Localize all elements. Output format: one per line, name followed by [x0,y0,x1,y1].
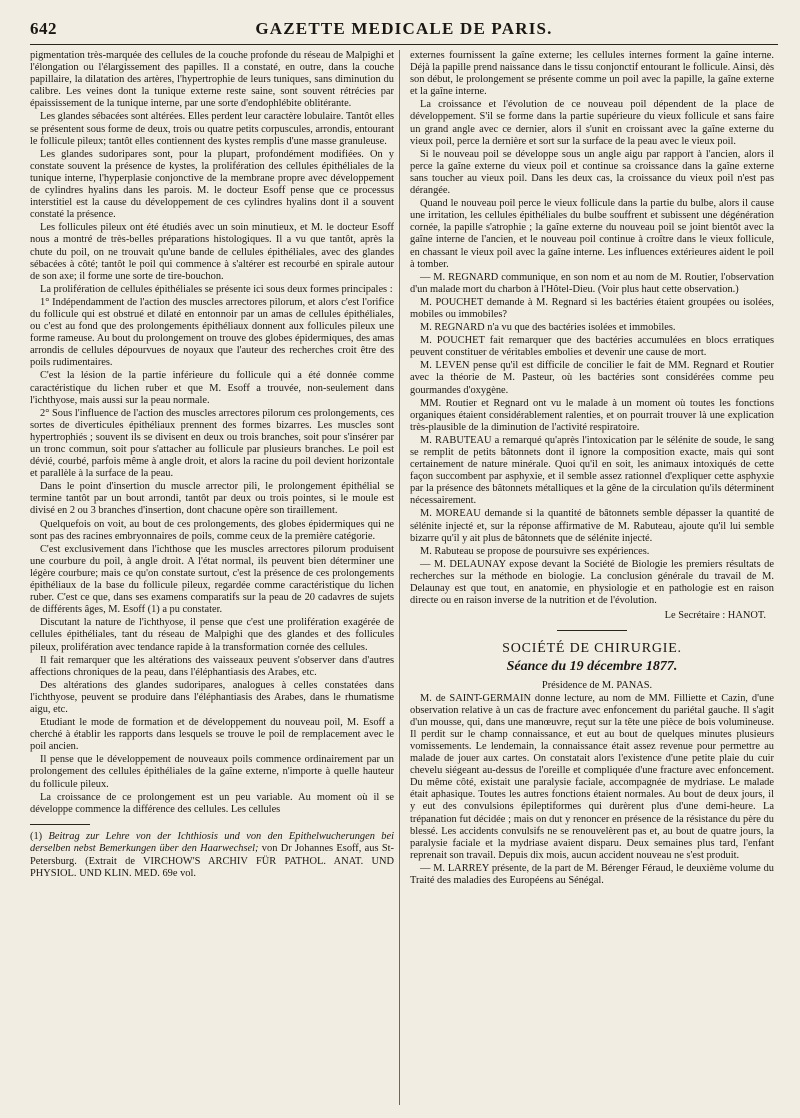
footnote-rule [30,824,90,825]
page-number: 642 [30,19,57,38]
paragraph: 1° Indépendamment de l'action des muscles arrectores pilorum, et alors c'est l'orifice du follicule qui est obstrué et dilaté en entonnoir par un amas de cellules épithéliales, ou c'est au fond que des prolongements épithéliaux donnent aux follicules pileux une forme rameuse. Au bout du prolongement on trouve des globes épidermiques, des amas arrondis de cellules dépourvues de noyaux que l'auteur des recherches croit être des poils rudimentaires. [30,296,394,369]
paragraph: Il pense que le développement de nouveaux poils commence ordinairement par un prolongement des cellules épithéliales de la gaîne externe, n'importe à quelle hauteur du follicule pileux. [30,754,394,790]
paragraph: Des altérations des glandes sudoripares, analogues à celles constatées dans l'ichthyose, peuvent se produire dans l'éléphantiasis des Arabes, dans le rhumatisme aigu, etc. [30,679,394,715]
paragraph: externes fournissent la gaîne externe; les cellules internes forment la gaîne interne. Déjà la papille prend naissance dans le tissu conjonctif entourant le follicule. Ainsi, dès son début, le prolongement se présente comme un poil avec la papille, la gaîne externe et la gaîne interne. [410,50,774,98]
paragraph: M. RABUTEAU a remarqué qu'après l'intoxication par le sélénite de soude, le sang se remplit de petits bâtonnets dont il ignore la composition exacte, mais qui sont certainement de nature minérale. Quoi qu'il en soit, les animaux intoxiqués de cette façon succombent par asphyxie, et il semble assez rationnel d'expliquer cette asphyxie par la présence des bâtonnets métalliques et la gêne de la circulation qu'ils déterminent nécessairement. [410,434,774,507]
paragraph: M. POUCHET demande à M. Regnard si les bactéries étaient groupées ou isolées, mobiles ou immobiles? [410,296,774,320]
paragraph: M. LEVEN pense qu'il est difficile de concilier le fait de MM. Regnard et Routier avec la théorie de M. Pasteur, où les bactéries sont considérées comme peu gourmandes d'oxygène. [410,360,774,396]
header-rule [30,44,778,45]
paragraph: — M. LARREY présente, de la part de M. Bérenger Féraud, le deuxième volume du Traité des maladies des Européens au Sénégal. [410,862,774,886]
footnote-marker: (1) [30,830,43,842]
paragraph: Les glandes sudoripares sont, pour la plupart, profondément modifiées. On y constate souvent la présence de kystes, la prolifération des cellules épithéliales de la tunique interne, l'hyperplasie conjonctive de la membrane propre avec développement de cylindres hyalins dans les parois. M. le docteur Esoff pense que ce processus interstitiel est la cause du développement de ces cylindres hyalins dont il a souvent constaté la présence. [30,148,394,221]
paragraph: M. MOREAU demande si la quantité de bâtonnets semble dépasser la quantité de sélénite injecté et, sur la réponse affirmative de M. Rabuteau, ajoute qu'il lui semble bizarre qu'il y ait plus de bâtonnets que de sélénite injecté. [410,508,774,544]
footnote-title: Beitrag zur Lehre von der Ichthiosis und von den Epithelwucherungen bei derselben nebst Bemerkungen über den Haarwechsel; [30,830,394,855]
running-title: GAZETTE MEDICALE DE PARIS. [255,19,553,38]
paragraph: C'est exclusivement dans l'ichthose que les muscles arrectores pilorum produisent une courbure du poil, à angle droit. A l'état normal, ils peuvent bien déterminer une légère courbure; mais ce qu'on constate surtout, c'est la présence de ces prolongements épithéliaux de la base du follicule pileux, regardée comme caractéristique du lichen ruber. C'est ce que, dans ses examens comparatifs sur la peau de 20 cadavres de sujets de différents âges, M. Esoff (1) a pu constater. [30,543,394,616]
paragraph: Discutant la nature de l'ichthyose, il pense que c'est une prolifération exagérée de cellules épithéliales, tant du réseau de Malpighi que des glandes et des follicules pileux, prolifération avec tendance rapide à la transformation cornée des cellules. [30,617,394,653]
paragraph: M. POUCHET fait remarquer que des bactéries accumulées en blocs erratiques peuvent constituer de véritables embolies et devenir une cause de mort. [410,335,774,359]
paragraph: Etudiant le mode de formation et de développement du nouveau poil, M. Esoff a cherché à établir les rapports dans lesquels se trouve le poil de remplacement avec le poil ancien. [30,717,394,753]
paragraph: M. REGNARD n'a vu que des bactéries isolées et immobiles. [420,322,676,334]
section-title: SOCIÉTÉ DE CHIRURGIE. [502,641,682,657]
column-divider [399,50,400,1105]
paragraph: La prolifération de cellules épithéliales se présente ici sous deux formes principales : [40,283,393,295]
right-column [410,50,774,1108]
paragraph: M. Rabuteau se propose de poursuivre ses expériences. [420,545,650,557]
paragraph: — M. DELAUNAY expose devant la Société de Biologie les premiers résultats de recherches sur la méthode en biologie. La conclusion générale du travail de M. Delaunay est que tout, en anatomie, en physiologie et en pathologie est en raison directe ou en raison inverse de la nutrition et de l'évolution. [410,558,774,607]
paragraph: M. de SAINT-GERMAIN donne lecture, au nom de MM. Filliette et Cazin, d'une observation relative à un cas de fracture avec enfoncement du pariétal gauche. Il s'agit d'un mousse, qui, dans une manœuvre, reçut sur la tête une pièce de bois volumineuse. Il perdit sur le champ connaissance, et eut au bout de quelques minutes plusieurs vomissements. Le lendemain, la connaissance était assez revenue pour permettre au malade de jouer aux cartes. On constatait alors l'existence d'une petite plaie du cuir chevelu siégeant au-dessus de l'oreille et compliquée d'une fracture avec enfoncement. Du même côté, existait une paralysie faciale, accompagnée de mydriase. Le malade était aphasique. Toutes les autres fonctions étaient normales. Au bout de deux jours, il y eut des convulsions épileptiformes qui durèrent plus d'une demi-heure. La trépanation fut décidée ; mais on dut y renoncer en présence de la résistance du père du blessé. Les accidents convulsifs ne se renouvelèrent pas et, au bout de quatre jours, la paralysie faciale et la mydriase avaient disparu. Deux semaines plus tard, l'enfant reprenait son travail. Depuis dix mois, aucun accident nouveau ne s'est produit. [410,692,774,861]
paragraph: Quand le nouveau poil perce le vieux follicule dans la partie du bulbe, alors il cause une irritation, les cellules épithéliales du bulbe souffrent et subissent une dégénération cornée, la papille s'atrophie ; la gaîne externe du nouveau poil se joint bientôt avec la gaîne interne de l'ancien, et le nouveau poil continue à croître dans le vieux follicule, en chassant le vieux poil avec la gaîne interne. Les influences extérieures aident le poil à tomber. [410,198,774,270]
paragraph: La croissance et l'évolution de ce nouveau poil dépendent de la place de développement. S'il se forme dans la partie supérieure du vieux follicule et sans faire un grand angle avec ce dernier, alors il s'unit en croissant avec la gaîne externe du vieux poil, perce la dernière et sort sur la surface de la peau avec le vieux poil. [410,99,774,147]
paragraph: Les follicules pileux ont été étudiés avec un soin minutieux, et M. le docteur Esoff nous a montré de très-belles préparations histologiques. Il a vu que tantôt, après la chute du poil, on ne trouvait qu'une bande de cellules épithéliales, avec des glandes sébacées à côté; tantôt le poil qui commence à s'altérer est recourbé en spirale autour de son axe; il forme une sorte de tire-bouchon. [30,222,394,282]
paragraph: C'est la lésion de la partie inférieure du follicule qui a été donnée comme caractéristique du lichen ruber et que M. Esoff a trouvée, non-seulement dans l'ichthyose, mais aussi sur la peau normale. [30,370,394,406]
paragraph: pigmentation très-marquée des cellules de la couche profonde du réseau de Malpighi et l'élongation ou l'élargissement des papilles. Il a constaté, en outre, dans la couche papillaire, la dilatation des artères, l'hypertrophie de leurs tuniques, sans diminution du calibre. Les veines dont la tunique externe reste saine, sont souvent rétrécies par épaississement de la tunique interne, par une sorte d'endophlébite oblitérante. [30,50,394,110]
page-header [30,16,778,42]
paragraph: Dans le point d'insertion du muscle arrector pili, le prolongement épithélial se termine tantôt par un bout arrondi, tantôt par deux ou trois pointes, si le moule est divisé en 2 ou 3 branches d'insertion, dont chacune opère son tiraillement. [30,481,394,517]
presidence-line: Présidence de M. PANAS. [541,679,653,691]
paragraph: — M. REGNARD communique, en son nom et au nom de M. Routier, l'observation d'un malade mort du charbon à l'Hôtel-Dieu. (Voir plus haut cette observation.) [410,271,774,295]
paragraph: Quelquefois on voit, au bout de ces prolongements, des globes épidermiques qui ne sont pas des racines embryonnaires de poils, comme ceux de la première catégorie. [30,518,394,542]
footnote-text: von Dr Johannes Esoff, aus St-Petersburg. (Extrait de VIRCHOW'S ARCHIV FÜR PATHOL. ANAT. UND PHYSIOL. UND KLIN. MED. 69e vol. [30,843,394,880]
seance-title: Séance du 19 décembre 1877. [506,659,678,675]
paragraph: MM. Routier et Regnard ont vu le malade à un moment où toutes les fonctions organiques étaient considérablement ralenties, et on pourrait trouver là une explication très-plausible de la diminution de l'activité respiratoire. [410,397,774,433]
paragraph: 2° Sous l'influence de l'action des muscles arrectores pilorum ces prolongements, ces sortes de diverticules épithéliaux prennent des formes bizarres. Les muscles sont hypertrophiés ; souvent ils se divisent en deux ou trois branches, soit pour s'insérer par un tronc commun, soit pour s'attacher au follicule par plusieurs branches. Le poil est dévié, courbé, parfois même à angle droit, et alors la racine du poil devient horizontale et parallèle à la surface de la peau. [30,407,394,480]
paragraph: La croissance de ce prolongement est un peu variable. Au moment où il se développe commence la différence des cellules. Les cellules [30,791,394,815]
section-rule [557,630,627,631]
paragraph: Il fait remarquer que les altérations des vaisseaux peuvent s'observer dans d'autres affections chroniques de la peau, dans l'éléphantiasis des Arabes, etc. [30,654,394,678]
paragraph: Les glandes sébacées sont altérées. Elles perdent leur caractère lobulaire. Tantôt elles se présentent sous forme de deux, trois ou quatre petits corpuscules, arrondis, entourant le follicule pileux; tantôt elles contiennent des kystes remplis d'une masse granuleuse. [30,111,394,147]
left-column [30,50,394,1108]
paragraph: Si le nouveau poil se développe sous un angle aigu par rapport à l'ancien, alors il perce la gaîne externe du vieux poil et continue sa croissance dans la gaîne externe sans toucher au vieux poil. Dans les deux cas, la croissance du vieux poil n'est pas dérangée. [410,148,774,197]
footnote [30,831,394,881]
secretary-signature: Le Secrétaire : HANOT. [664,610,766,622]
